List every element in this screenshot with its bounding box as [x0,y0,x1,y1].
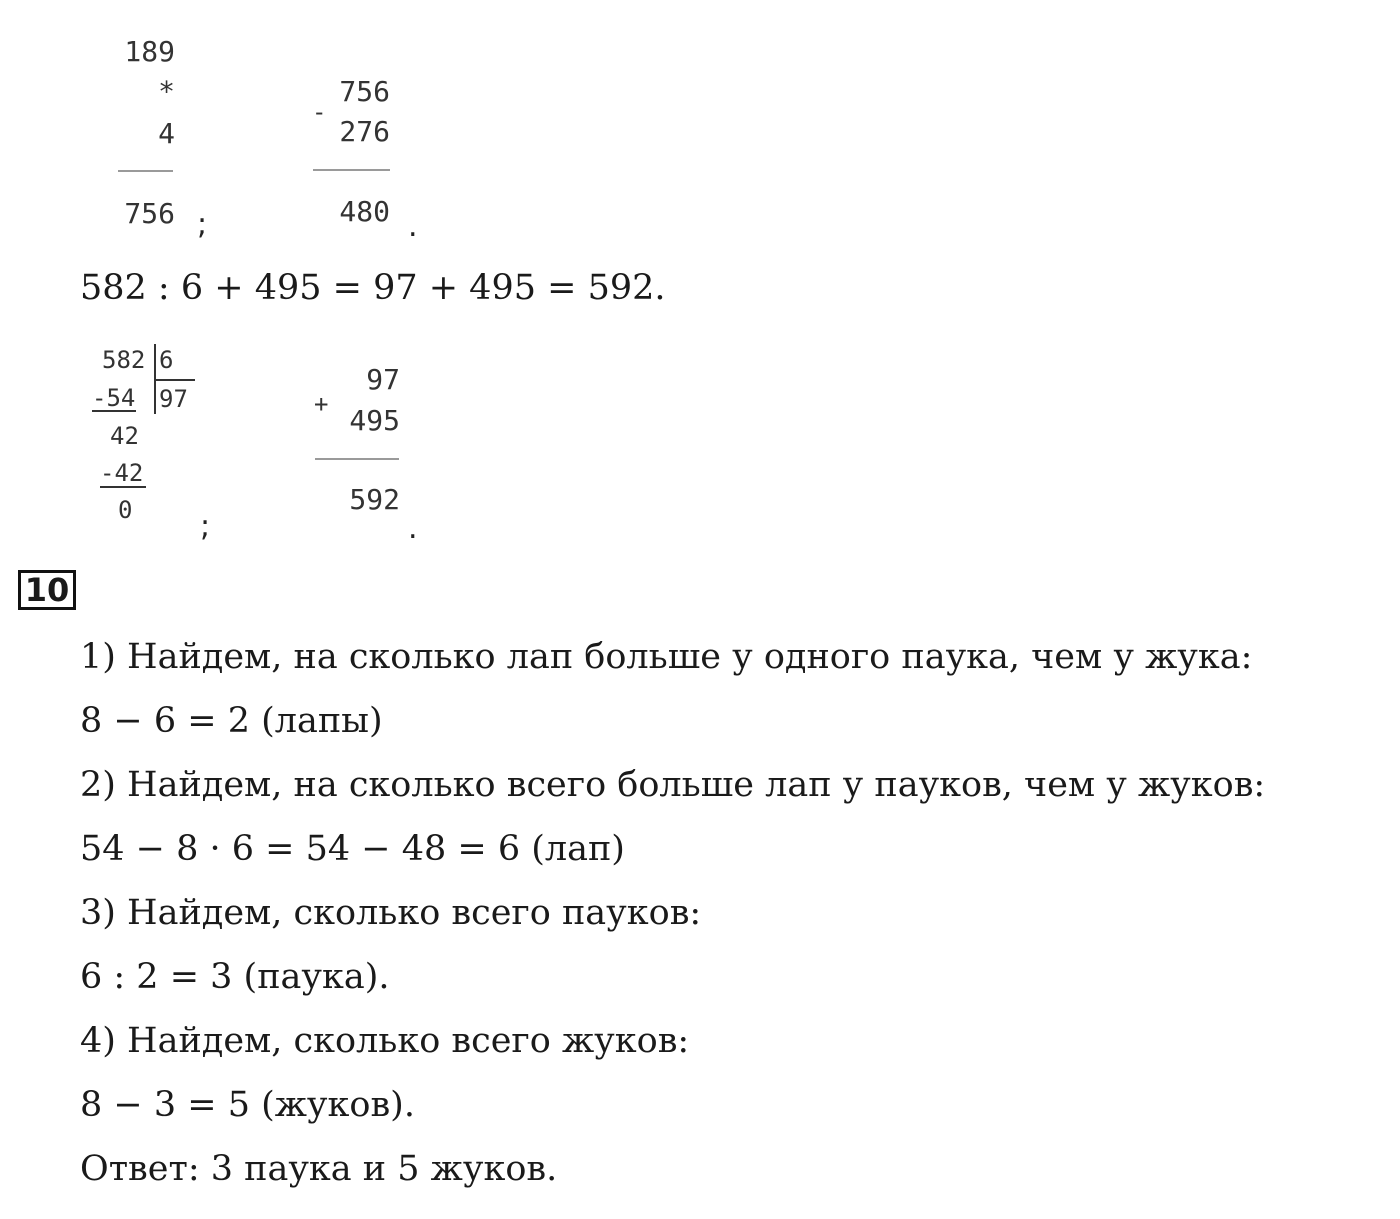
equation-line: 582 : 6 + 495 = 97 + 495 = 592. [80,268,666,308]
solution-calc-1: 8 − 6 = 2 (лапы) [80,701,383,741]
divisor: 6 [159,346,174,374]
step-2: -42 [100,459,144,487]
multiply-operator: * [158,75,175,108]
sum: 592 [349,483,400,516]
product: 756 [124,197,175,230]
separator-semicolon: ; [200,509,211,544]
subtrahend: 276 [339,115,390,148]
quotient: 97 [159,385,188,413]
difference: 480 [339,195,390,228]
end-period: . [408,511,418,546]
solution-calc-4: 8 − 3 = 5 (жуков). [80,1085,415,1125]
remainder-2: 0 [118,496,133,524]
step-1-underline [92,410,136,412]
result-rule [118,170,173,172]
answer-line: Ответ: 3 паука и 5 жуков. [80,1149,558,1189]
solution-calc-2: 54 − 8 · 6 = 54 − 48 = 6 (лап) [80,829,625,869]
step-1: -54 [92,384,136,412]
plus-operator: + [314,390,329,418]
solution-calc-3: 6 : 2 = 3 (паука). [80,957,390,997]
separator-semicolon: ; [197,207,208,242]
addend-1: 97 [366,363,400,396]
solution-step-3: 3) Найдем, сколько всего пауков: [80,893,702,933]
remainder-1: 42 [110,422,139,450]
solution-step-2: 2) Найдем, на сколько всего больше лап у пауков, чем у жуков: [80,765,1266,805]
solution-step-1: 1) Найдем, на сколько лап больше у одного паука, чем у жука: [80,637,1253,677]
task-number-box: 10 [18,570,76,610]
multiplicand: 189 [124,35,175,68]
quotient-line [155,379,195,381]
dividend: 582 [102,346,146,374]
minuend: 756 [339,75,390,108]
addend-2: 495 [349,404,400,437]
step-2-underline [100,486,146,488]
minus-operator: - [312,98,327,126]
end-period: . [408,209,418,244]
multiplier: 4 [158,117,175,150]
result-rule [313,169,390,171]
solution-step-4: 4) Найдем, сколько всего жуков: [80,1021,690,1061]
result-rule [315,458,399,460]
